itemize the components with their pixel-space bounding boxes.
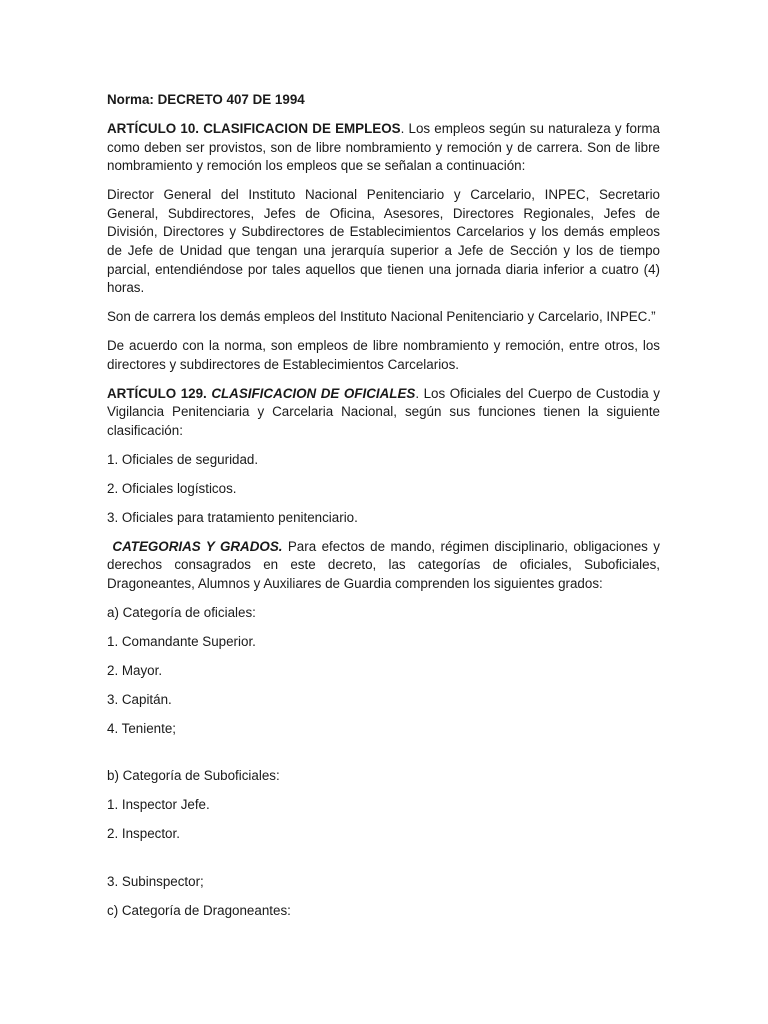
categorias-paragraph (107, 538, 660, 594)
oficiales-list-item: 2. Oficiales logísticos. (107, 480, 237, 496)
articulo-10-heading: ARTÍCULO 10. CLASIFICACION DE EMPLEOS (107, 120, 401, 136)
cat-suboficiales-item: 1. Inspector Jefe. (107, 797, 210, 813)
articulo-129-number: ARTÍCULO 129. (107, 385, 207, 401)
cat-suboficiales-item: 2. Inspector. (107, 826, 180, 842)
articulo-129-text: . Los Oficiales del Cuerpo de Custodia y Vigilancia Penitenciaria y Carcelaria Nacional, según sus funciones tienen la siguiente clasificación: (107, 385, 660, 438)
cat-oficiales-item: 3. Capitán. (107, 691, 172, 707)
cat-suboficiales-item: 3. Subinspector; (107, 874, 204, 890)
oficiales-list-item: 3. Oficiales para tratamiento penitenciario. (107, 509, 358, 525)
articulo-10-paragraph (107, 120, 660, 176)
norma-text: Norma: DECRETO 407 DE 1994 (107, 92, 305, 107)
oficiales-list-item: 1. Oficiales de seguridad. (107, 451, 259, 467)
articulo-10-text: . Los empleos según su naturaleza y forma como deben ser provistos, son de libre nombramiento y remoción y de carrera. Son de libre nombramiento y remoción los empleos que se señalan a continuación: (107, 120, 660, 174)
norma-heading (107, 91, 660, 110)
cat-oficiales-item: 1. Comandante Superior. (107, 633, 256, 649)
articulo-129-title: CLASIFICACION DE OFICIALES (211, 385, 416, 401)
cat-oficiales-title: a) Categoría de oficiales: (107, 604, 256, 620)
articulo-129-paragraph (107, 385, 660, 441)
cat-suboficiales-title: b) Categoría de Suboficiales: (107, 768, 280, 784)
director-paragraph: Director General del Instituto Nacional Penitenciario y Carcelario, INPEC, Secretario General, Subdirectores, Jefes de Oficina, Asesores, Directores Regionales, Jefes de División, Directores y Subdirectores de Establecimientos Carcelarios y los demás empleos de Jefe de Unidad que tengan una jerarquía superior a Jefe de Sección y los de tiempo parcial, entendiéndose por tales aquellos que tienen una jornada diaria inferior a cuatro (4) horas. (107, 187, 660, 296)
blank-line (107, 854, 660, 873)
categorias-heading: CATEGORIAS Y GRADOS. (112, 538, 283, 554)
cat-oficiales-item: 2. Mayor. (107, 662, 163, 678)
carrera-paragraph: Son de carrera los demás empleos del Instituto Nacional Penitenciario y Carcelario, INPEC.” (107, 309, 656, 325)
categorias-text: Para efectos de mando, régimen disciplinario, obligaciones y derechos consagrados en este decreto, las categorías de oficiales, Suboficiales, Dragoneantes, Alumnos y Auxiliares de Guardia comprenden los siguientes grados: (107, 538, 660, 591)
blank-line (107, 749, 660, 768)
acuerdo-paragraph: De acuerdo con la norma, son empleos de libre nombramiento y remoción, entre otros, los directores y subdirectores de Establecimientos Carcelarios. (107, 338, 660, 372)
cat-dragoneantes-title: c) Categoría de Dragoneantes: (107, 903, 291, 919)
document-page (107, 91, 660, 931)
cat-oficiales-item: 4. Teniente; (107, 720, 176, 736)
